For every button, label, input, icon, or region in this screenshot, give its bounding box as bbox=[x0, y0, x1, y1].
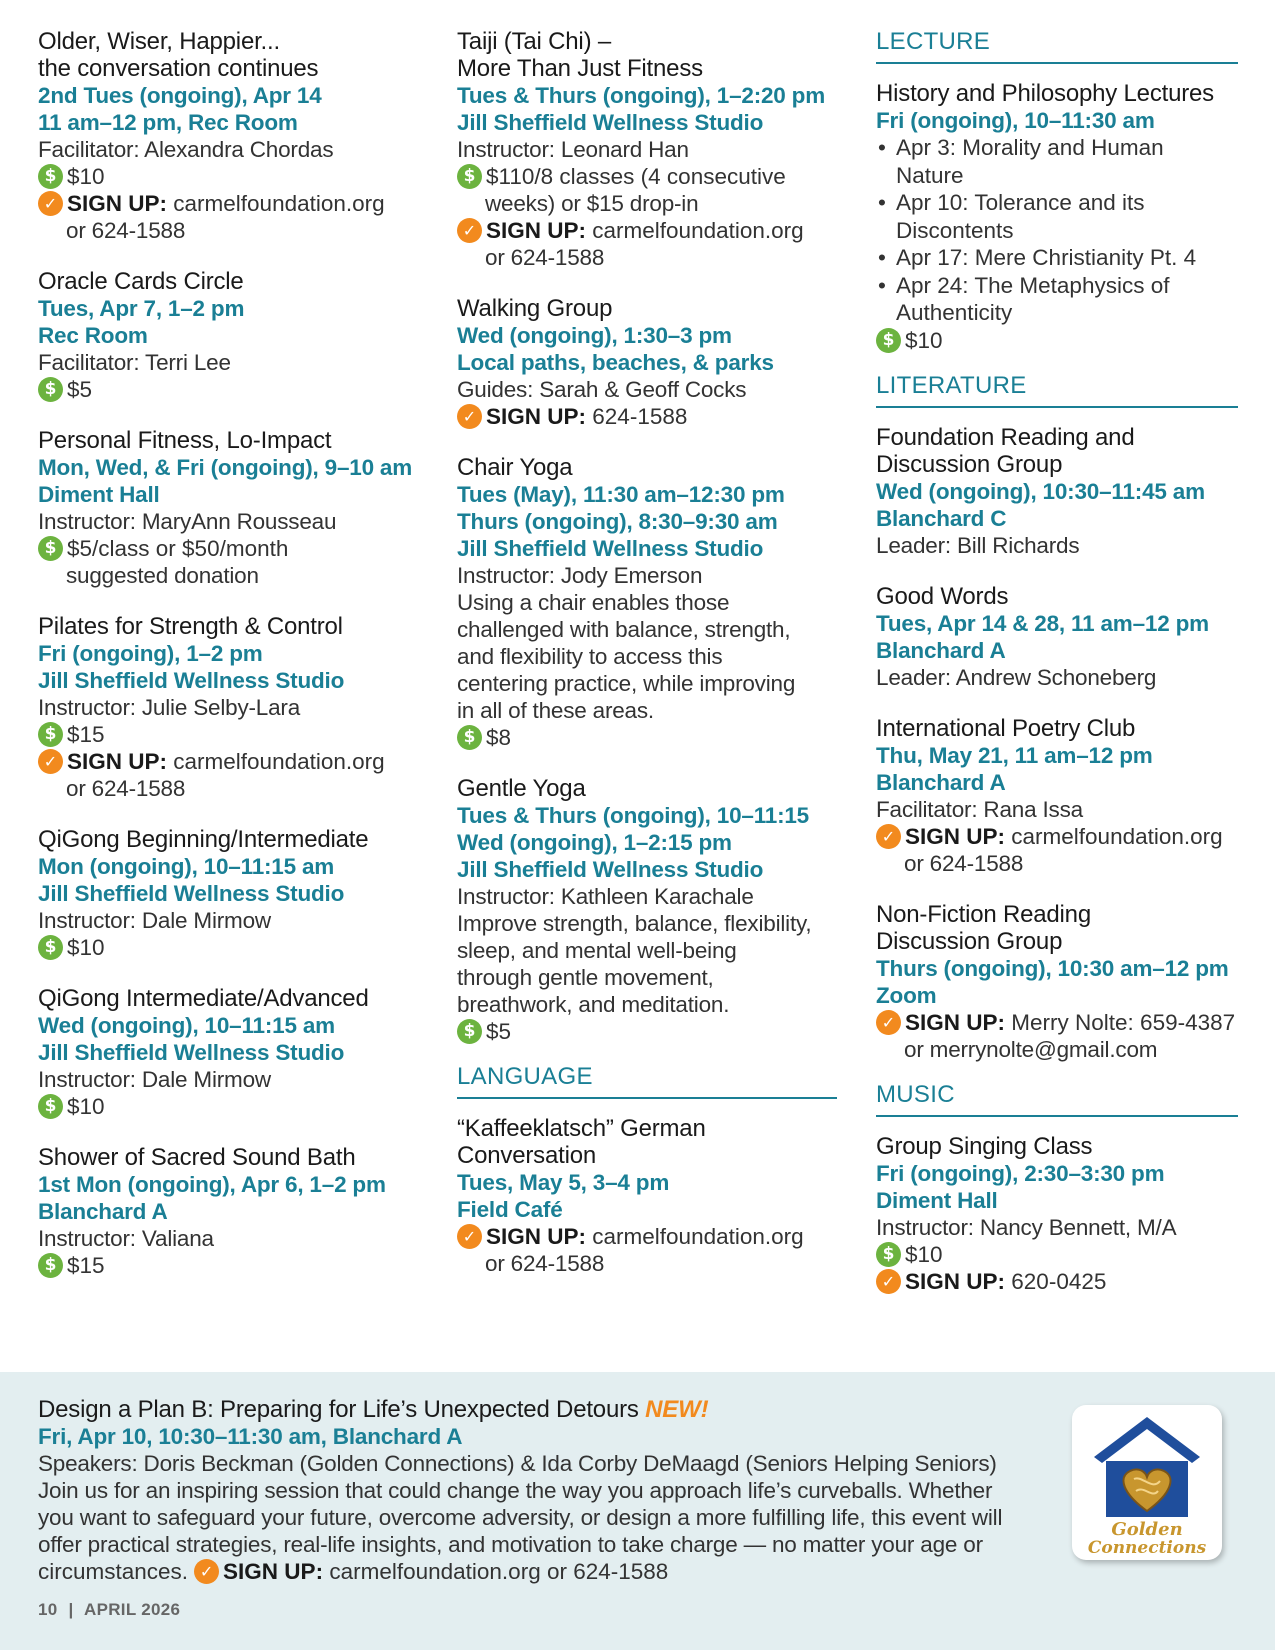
event-schedule: Tues, Apr 7, 1–2 pm bbox=[38, 296, 245, 321]
event-title: Oracle Cards Circle bbox=[38, 268, 244, 295]
event-schedule: Mon (ongoing), 10–11:15 am bbox=[38, 854, 335, 879]
event-schedule: Tues, May 5, 3–4 pm bbox=[457, 1170, 670, 1195]
event-schedule: Tues & Thurs (ongoing), 10–11:15 bbox=[457, 803, 809, 828]
event-description: challenged with balance, strength, bbox=[457, 617, 791, 642]
event-leader: Leader: Bill Richards bbox=[876, 532, 1080, 558]
event-instructor: Instructor: Jody Emerson bbox=[457, 563, 703, 588]
signup-link[interactable]: carmelfoundation.org bbox=[592, 218, 804, 243]
event-facilitator: Facilitator: Alexandra Chordas bbox=[38, 137, 334, 162]
event-schedule: Thurs (ongoing), 10:30 am–12 pm bbox=[876, 955, 1229, 981]
signup-label: SIGN UP: bbox=[67, 749, 168, 774]
event-qigong-advanced bbox=[38, 985, 433, 1120]
event-price bbox=[876, 327, 1238, 354]
lecture-item: • Apr 17: Mere Christianity Pt. 4 bbox=[876, 244, 1238, 272]
event-signup bbox=[457, 403, 837, 430]
featured-title: Design a Plan B: Preparing for Life’s Unexpected Detours bbox=[38, 1396, 639, 1423]
event-personal-fitness bbox=[38, 427, 433, 589]
event-instructor: Instructor: Nancy Bennett, M/A bbox=[876, 1214, 1177, 1240]
event-location: Blanchard A bbox=[876, 769, 1006, 795]
price-text: $5/class or $50/month bbox=[67, 536, 289, 561]
signup-link[interactable]: carmelfoundation.org or 624-1588 bbox=[329, 1559, 669, 1584]
section-heading-literature: LITERATURE bbox=[876, 372, 1238, 408]
event-title: More Than Just Fitness bbox=[457, 55, 703, 82]
event-foundation-reading bbox=[876, 424, 1238, 559]
column-1 bbox=[38, 28, 433, 1303]
dollar-icon: $ bbox=[38, 722, 63, 747]
check-icon: ✓ bbox=[876, 1269, 901, 1294]
dollar-icon: $ bbox=[38, 377, 63, 402]
event-title: Taiji (Tai Chi) – bbox=[457, 28, 611, 55]
event-schedule: Fri (ongoing), 1–2 pm bbox=[38, 641, 263, 666]
event-location: Field Café bbox=[457, 1197, 563, 1222]
event-instructor: Instructor: Valiana bbox=[38, 1226, 214, 1251]
event-older-wiser-happier bbox=[38, 28, 433, 244]
event-instructor: Instructor: Leonard Han bbox=[457, 137, 689, 162]
event-location: Blanchard C bbox=[876, 505, 1007, 531]
signup-phone: or 624-1588 bbox=[66, 776, 186, 801]
event-schedule: Tues & Thurs (ongoing), 1–2:20 pm bbox=[457, 83, 826, 108]
event-sound-bath bbox=[38, 1144, 433, 1279]
column-2 bbox=[457, 28, 837, 1301]
event-description: through gentle movement, bbox=[457, 965, 714, 990]
event-location: Diment Hall bbox=[876, 1187, 998, 1213]
price-text: $110/8 classes (4 consecutive bbox=[486, 164, 786, 189]
signup-label: SIGN UP: bbox=[486, 1224, 587, 1249]
section-heading-lecture: LECTURE bbox=[876, 28, 1238, 64]
event-location: Jill Sheffield Wellness Studio bbox=[457, 857, 764, 882]
check-icon: ✓ bbox=[38, 749, 63, 774]
lecture-item: • Apr 10: Tolerance and its Discontents bbox=[876, 189, 1238, 244]
event-description: sleep, and mental well-being bbox=[457, 938, 737, 963]
signup-label: SIGN UP: bbox=[486, 218, 587, 243]
event-price bbox=[876, 1241, 1238, 1268]
event-title: QiGong Beginning/Intermediate bbox=[38, 826, 369, 853]
lecture-list bbox=[876, 134, 1238, 327]
event-signup bbox=[457, 1223, 837, 1250]
event-description: Improve strength, balance, flexibility, bbox=[457, 911, 812, 936]
event-description: Join us for an inspiring session that could change the way you approach life’s curveballs. Whether bbox=[38, 1478, 993, 1503]
event-instructor: Instructor: Dale Mirmow bbox=[38, 1067, 271, 1092]
price-text: $10 bbox=[67, 164, 105, 189]
event-description: offer practical strategies, real-life insights, and motivation to take charge — no matter your age or bbox=[38, 1532, 983, 1557]
dollar-icon: $ bbox=[457, 1019, 482, 1044]
event-instructor: Instructor: MaryAnn Rousseau bbox=[38, 509, 337, 534]
event-walking-group bbox=[457, 295, 837, 430]
event-title: Non-Fiction Reading bbox=[876, 900, 1091, 928]
featured-event bbox=[38, 1396, 1038, 1585]
signup-label: SIGN UP: bbox=[905, 1268, 1006, 1294]
event-facilitator: Facilitator: Rana Issa bbox=[876, 796, 1083, 822]
dollar-icon: $ bbox=[457, 725, 482, 750]
event-schedule: 1st Mon (ongoing), Apr 6, 1–2 pm bbox=[38, 1172, 386, 1197]
price-text: $5 bbox=[486, 1019, 512, 1044]
event-price bbox=[38, 376, 433, 403]
event-signup bbox=[457, 217, 837, 244]
event-price bbox=[38, 535, 433, 562]
svg-text:Connections: Connections bbox=[1087, 1538, 1207, 1558]
event-title bbox=[38, 1396, 1038, 1423]
event-location: Jill Sheffield Wellness Studio bbox=[457, 110, 764, 135]
event-signup bbox=[38, 190, 433, 217]
price-text: $10 bbox=[905, 1241, 943, 1267]
price-text: $10 bbox=[905, 327, 943, 353]
event-schedule: Fri (ongoing), 10–11:30 am bbox=[876, 108, 1155, 133]
event-title: Discussion Group bbox=[876, 450, 1063, 478]
event-schedule: Tues, Apr 14 & 28, 11 am–12 pm bbox=[876, 610, 1209, 636]
event-german-conversation bbox=[457, 1115, 837, 1277]
event-leader: Leader: Andrew Schoneberg bbox=[876, 664, 1157, 690]
event-schedule: Fri (ongoing), 2:30–3:30 pm bbox=[876, 1160, 1165, 1186]
event-instructor: Instructor: Kathleen Karachale bbox=[457, 884, 754, 909]
price-note: suggested donation bbox=[66, 563, 259, 588]
lecture-item: • Apr 24: The Metaphysics of Authenticity bbox=[876, 272, 1238, 327]
check-icon: ✓ bbox=[876, 824, 901, 849]
event-location: Jill Sheffield Wellness Studio bbox=[38, 1040, 345, 1065]
price-text: $10 bbox=[67, 1094, 105, 1119]
event-schedule: Wed (ongoing), 1–2:15 pm bbox=[457, 830, 732, 855]
event-signup bbox=[38, 1558, 1038, 1585]
event-location: Blanchard A bbox=[38, 1199, 168, 1224]
dollar-icon: $ bbox=[457, 164, 482, 189]
event-schedule: Thurs (ongoing), 8:30–9:30 am bbox=[457, 509, 778, 534]
event-chair-yoga bbox=[457, 454, 837, 751]
signup-label: SIGN UP: bbox=[905, 1009, 1006, 1035]
event-signup bbox=[876, 1009, 1238, 1036]
event-oracle-cards bbox=[38, 268, 433, 403]
event-signup bbox=[38, 748, 433, 775]
event-title: Foundation Reading and bbox=[876, 423, 1135, 451]
signup-link[interactable]: carmelfoundation.org bbox=[592, 1224, 804, 1249]
signup-label: SIGN UP: bbox=[223, 1559, 324, 1584]
event-location: Diment Hall bbox=[38, 482, 160, 507]
event-facilitator: Facilitator: Terri Lee bbox=[38, 350, 231, 375]
event-title: “Kaffeeklatsch” German bbox=[457, 1115, 706, 1142]
event-signup bbox=[876, 823, 1238, 850]
signup-link[interactable]: carmelfoundation.org bbox=[1011, 823, 1223, 849]
signup-phone: or 624-1588 bbox=[485, 1251, 605, 1276]
event-qigong-beginning bbox=[38, 826, 433, 961]
event-location: Local paths, beaches, & parks bbox=[457, 350, 774, 375]
section-heading-music: MUSIC bbox=[876, 1081, 1238, 1117]
event-price bbox=[38, 1252, 433, 1279]
column-3 bbox=[876, 28, 1238, 1319]
signup-phone: 620-0425 bbox=[1011, 1268, 1107, 1294]
svg-text:Golden: Golden bbox=[1111, 1519, 1183, 1540]
event-instructor: Instructor: Julie Selby-Lara bbox=[38, 695, 301, 720]
check-icon: ✓ bbox=[457, 218, 482, 243]
event-price bbox=[457, 163, 837, 190]
event-title: Personal Fitness, Lo-Impact bbox=[38, 427, 332, 454]
event-description: Using a chair enables those bbox=[457, 590, 730, 615]
event-location: Jill Sheffield Wellness Studio bbox=[457, 536, 764, 561]
event-title: Chair Yoga bbox=[457, 454, 573, 481]
event-title: Pilates for Strength & Control bbox=[38, 613, 343, 640]
signup-link[interactable]: carmelfoundation.org bbox=[173, 191, 385, 216]
event-description: you want to safeguard your future, overcome adversity, or design a more fulfilling life, this event will bbox=[38, 1505, 1003, 1530]
event-group-singing bbox=[876, 1133, 1238, 1295]
event-location: Jill Sheffield Wellness Studio bbox=[38, 881, 345, 906]
event-location: Zoom bbox=[876, 982, 937, 1008]
event-gentle-yoga bbox=[457, 775, 837, 1045]
dollar-icon: $ bbox=[38, 1094, 63, 1119]
check-icon: ✓ bbox=[876, 1010, 901, 1035]
event-schedule: Fri, Apr 10, 10:30–11:30 am, Blanchard A bbox=[38, 1424, 463, 1449]
event-title: Shower of Sacred Sound Bath bbox=[38, 1144, 356, 1171]
featured-event-banner bbox=[0, 1372, 1275, 1650]
price-note: weeks) or $15 drop-in bbox=[485, 191, 699, 216]
event-speakers: Speakers: Doris Beckman (Golden Connections) & Ida Corby DeMaagd (Seniors Helping Seniors) bbox=[38, 1451, 997, 1476]
issue-date: APRIL 2026 bbox=[84, 1600, 181, 1619]
check-icon: ✓ bbox=[457, 404, 482, 429]
event-location: Blanchard A bbox=[876, 637, 1006, 663]
event-description: centering practice, while improving bbox=[457, 671, 796, 696]
event-title: Walking Group bbox=[457, 295, 613, 322]
event-poetry-club bbox=[876, 715, 1238, 877]
event-title: Conversation bbox=[457, 1142, 597, 1169]
price-text: $15 bbox=[67, 1253, 105, 1278]
event-location: Jill Sheffield Wellness Studio bbox=[38, 668, 345, 693]
event-title: History and Philosophy Lectures bbox=[876, 80, 1214, 107]
check-icon: ✓ bbox=[194, 1559, 219, 1584]
page-number: 10 bbox=[38, 1600, 58, 1619]
signup-phone: or 624-1588 bbox=[66, 218, 186, 243]
signup-phone: or 624-1588 bbox=[485, 245, 605, 270]
event-taiji bbox=[457, 28, 837, 271]
event-schedule: Tues (May), 11:30 am–12:30 pm bbox=[457, 482, 785, 507]
event-description: circumstances. bbox=[38, 1559, 189, 1584]
signup-link[interactable]: carmelfoundation.org bbox=[173, 749, 385, 774]
dollar-icon: $ bbox=[38, 935, 63, 960]
event-title: International Poetry Club bbox=[876, 714, 1136, 742]
section-heading-language: LANGUAGE bbox=[457, 1063, 837, 1099]
event-title: Good Words bbox=[876, 582, 1009, 610]
event-schedule: 11 am–12 pm, Rec Room bbox=[38, 110, 298, 135]
footer-separator: | bbox=[68, 1600, 74, 1619]
event-schedule: 2nd Tues (ongoing), Apr 14 bbox=[38, 83, 322, 108]
golden-connections-logo bbox=[1072, 1405, 1222, 1560]
event-price bbox=[457, 724, 837, 751]
event-description: in all of these areas. bbox=[457, 698, 654, 723]
new-badge: NEW! bbox=[645, 1396, 709, 1423]
event-good-words bbox=[876, 583, 1238, 691]
event-title: Group Singing Class bbox=[876, 1132, 1093, 1160]
event-title: Discussion Group bbox=[876, 927, 1063, 955]
signup-contact: Merry Nolte: 659-4387 bbox=[1011, 1009, 1236, 1035]
dollar-icon: $ bbox=[38, 164, 63, 189]
price-text: $10 bbox=[67, 935, 105, 960]
event-price bbox=[457, 1018, 837, 1045]
lecture-item: • Apr 3: Morality and Human Nature bbox=[876, 134, 1238, 189]
house-heart-logo-icon bbox=[1072, 1405, 1222, 1560]
price-text: $5 bbox=[67, 377, 93, 402]
signup-email[interactable]: or merrynolte@gmail.com bbox=[904, 1036, 1158, 1062]
event-price bbox=[38, 163, 433, 190]
event-signup bbox=[876, 1268, 1238, 1295]
event-location: Rec Room bbox=[38, 323, 148, 348]
event-price bbox=[38, 1093, 433, 1120]
dollar-icon: $ bbox=[38, 536, 63, 561]
event-schedule: Thu, May 21, 11 am–12 pm bbox=[876, 742, 1153, 768]
event-description: and flexibility to access this bbox=[457, 644, 723, 669]
event-price bbox=[38, 934, 433, 961]
event-description: breathwork, and meditation. bbox=[457, 992, 730, 1017]
event-title: the conversation continues bbox=[38, 55, 319, 82]
signup-phone: 624-1588 bbox=[592, 404, 688, 429]
event-schedule: Wed (ongoing), 1:30–3 pm bbox=[457, 323, 732, 348]
event-pilates bbox=[38, 613, 433, 802]
event-schedule: Wed (ongoing), 10:30–11:45 am bbox=[876, 478, 1205, 504]
dollar-icon: $ bbox=[876, 328, 901, 353]
event-nonfiction-reading bbox=[876, 901, 1238, 1063]
event-guides: Guides: Sarah & Geoff Cocks bbox=[457, 377, 747, 402]
signup-phone: or 624-1588 bbox=[904, 850, 1024, 876]
event-history-philosophy bbox=[876, 80, 1238, 354]
event-title: Gentle Yoga bbox=[457, 775, 586, 802]
dollar-icon: $ bbox=[38, 1253, 63, 1278]
signup-label: SIGN UP: bbox=[486, 404, 587, 429]
event-schedule: Wed (ongoing), 10–11:15 am bbox=[38, 1013, 335, 1038]
event-title: QiGong Intermediate/Advanced bbox=[38, 985, 369, 1012]
event-schedule: Mon, Wed, & Fri (ongoing), 9–10 am bbox=[38, 455, 413, 480]
price-text: $15 bbox=[67, 722, 105, 747]
event-instructor: Instructor: Dale Mirmow bbox=[38, 908, 271, 933]
event-price bbox=[38, 721, 433, 748]
price-text: $8 bbox=[486, 725, 512, 750]
page-footer bbox=[38, 1600, 180, 1620]
check-icon: ✓ bbox=[457, 1224, 482, 1249]
signup-label: SIGN UP: bbox=[905, 823, 1006, 849]
dollar-icon: $ bbox=[876, 1242, 901, 1267]
signup-label: SIGN UP: bbox=[67, 191, 168, 216]
check-icon: ✓ bbox=[38, 191, 63, 216]
event-title: Older, Wiser, Happier... bbox=[38, 28, 280, 55]
